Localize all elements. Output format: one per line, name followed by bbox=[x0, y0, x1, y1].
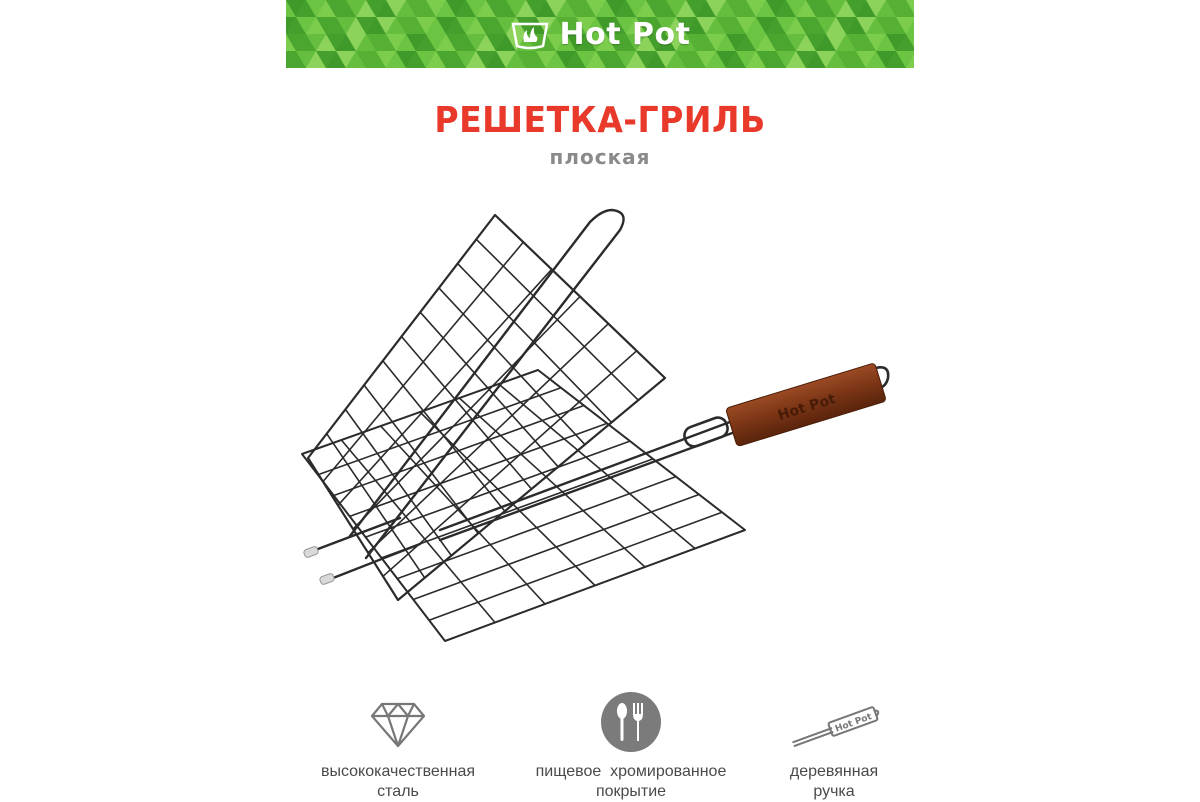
grill-grate-illustration bbox=[290, 200, 910, 660]
page-title: РЕШЕТКА-ГРИЛЬ bbox=[434, 100, 766, 141]
feature-steel-line1: высококачественная bbox=[320, 763, 476, 780]
feature-coating-line2: покрытие bbox=[595, 783, 667, 800]
feature-handle bbox=[714, 690, 954, 802]
feature-steel-line2: сталь bbox=[377, 783, 419, 800]
brand-banner bbox=[286, 0, 914, 68]
bottom-grate bbox=[302, 370, 745, 641]
brand-name: Hot Pot bbox=[559, 16, 691, 52]
feature-handle-line2: ручка bbox=[813, 783, 855, 800]
wooden-handle bbox=[726, 363, 887, 447]
wooden-handle-icon bbox=[784, 697, 884, 747]
svg-text:Hot Pot: Hot Pot bbox=[833, 712, 874, 735]
handle-brand-text: Hot Pot bbox=[776, 391, 838, 424]
feature-steel bbox=[278, 690, 518, 802]
feature-coating-line1: пищевое хромированное bbox=[535, 763, 727, 780]
top-grate-handle-wire bbox=[350, 210, 624, 558]
top-grate bbox=[308, 215, 665, 600]
cutlery-icon bbox=[600, 691, 662, 753]
hot-pot-logo-icon bbox=[510, 18, 550, 50]
diamond-icon bbox=[368, 692, 428, 752]
brand-logo bbox=[286, 0, 914, 68]
page-subtitle: плоская bbox=[549, 145, 651, 169]
feature-handle-line1: деревянная bbox=[789, 763, 879, 780]
